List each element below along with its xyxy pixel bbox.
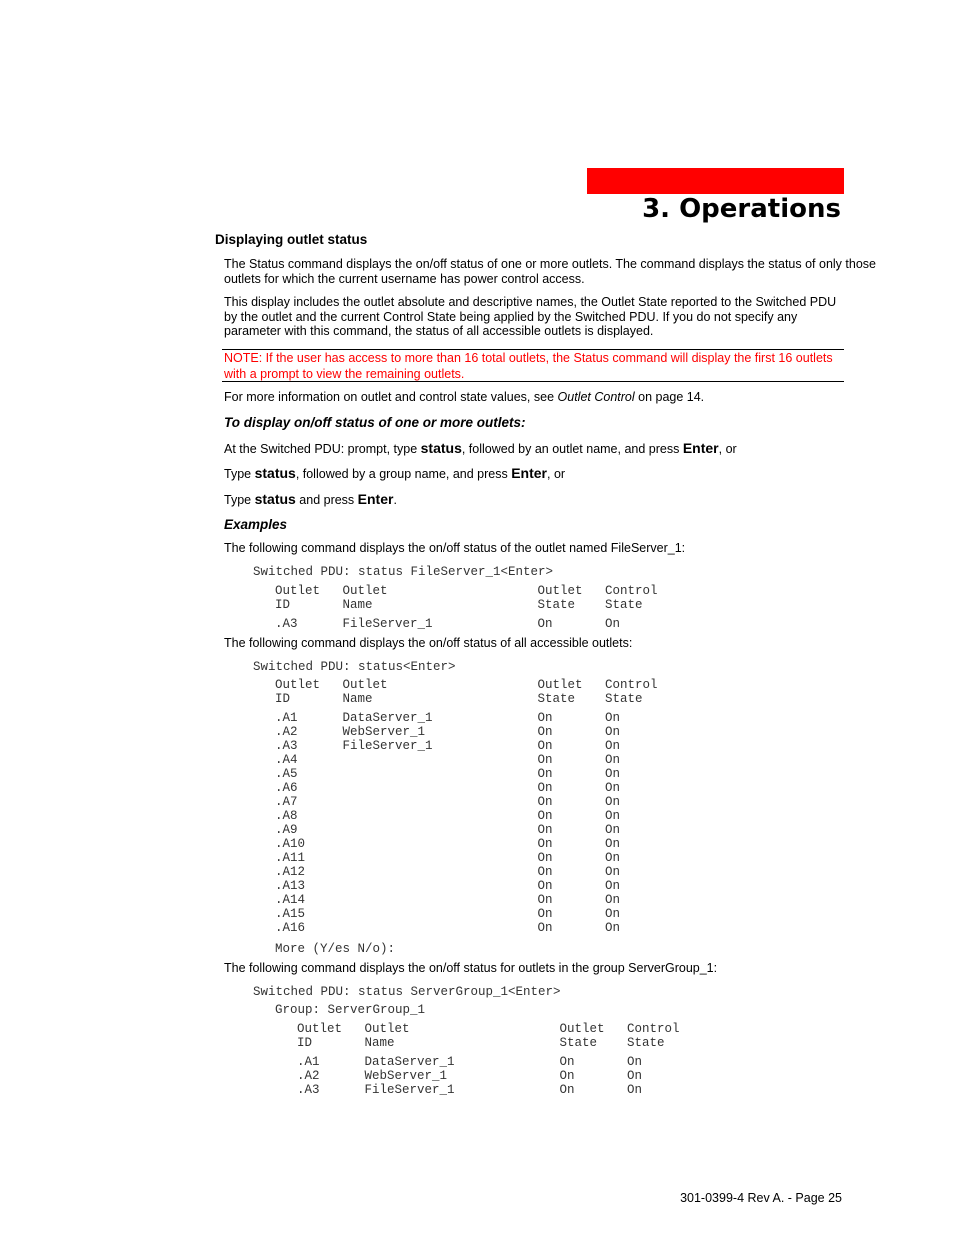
step-text: Type	[224, 493, 255, 507]
paragraph-line: outlets for which the current username has power control access.	[224, 272, 585, 286]
outlet-control-reference: Outlet Control	[557, 390, 635, 404]
console-table-header: Outlet Outlet Outlet Control ID Name State State	[275, 678, 658, 706]
example-intro: The following command displays the on/off status of the outlet named FileServer_1:	[224, 541, 686, 555]
step-text: , or	[718, 442, 737, 456]
chapter-color-bar	[587, 168, 844, 194]
command-keyword: status	[254, 491, 296, 507]
step-text: , followed by a group name, and press	[295, 467, 512, 481]
note-line: with a prompt to view the remaining outlets.	[224, 366, 465, 381]
procedure-step	[224, 466, 565, 482]
console-table-rows: .A1 DataServer_1 On On .A2 WebServer_1 On On .A3 FileServer_1 On On .A4 On On .A5 On On .A6 On On .A7 On On .A8 On On .A9 On On .A10 On On .A11 On On .A12 On On .A13 On On .A14 On On .A15 On On .A16 On On	[275, 711, 621, 935]
paragraph-line: parameter with this command, the status of all accessible outlets is displayed.	[224, 324, 654, 338]
paragraph-line: by the outlet and the current Control State being applied by the Switched PDU. If you do not specify any	[224, 310, 798, 324]
procedure-step	[224, 492, 397, 508]
step-text: .	[393, 493, 397, 507]
command-keyword: status	[254, 465, 296, 481]
page-footer: 301-0399-4 Rev A. - Page 25	[680, 1191, 842, 1205]
step-text: , followed by an outlet name, and press	[461, 442, 683, 456]
paragraph-line: The Status command displays the on/off status of one or more outlets. The command displays the status of only those	[224, 257, 876, 271]
more-info-suffix: on page 14.	[634, 390, 705, 404]
key-name: Enter	[511, 465, 548, 481]
note-line: NOTE: If the user has access to more than 16 total outlets, the Status command will display the first 16 outlets	[224, 351, 833, 365]
console-command: Switched PDU: status<Enter>	[253, 660, 456, 674]
more-info-paragraph	[224, 390, 704, 405]
key-name: Enter	[357, 491, 394, 507]
command-keyword: status	[420, 440, 462, 456]
console-command: Switched PDU: status ServerGroup_1<Enter>	[253, 985, 561, 999]
console-more-prompt: More (Y/es N/o):	[275, 942, 396, 956]
procedure-heading: To display on/off status of one or more outlets:	[224, 415, 526, 430]
console-command: Switched PDU: status FileServer_1<Enter>	[253, 565, 554, 579]
example-intro: The following command displays the on/off status for outlets in the group ServerGroup_1:	[224, 961, 718, 975]
console-table-header: Outlet Outlet Outlet Control ID Name State State	[297, 1022, 680, 1050]
step-text: , or	[547, 467, 566, 481]
console-group-label: Group: ServerGroup_1	[275, 1003, 426, 1017]
console-table-rows: .A3 FileServer_1 On On	[275, 617, 621, 631]
console-table-header: Outlet Outlet Outlet Control ID Name State State	[275, 584, 658, 612]
chapter-title: 3. Operations	[642, 194, 841, 224]
step-text: Type	[224, 467, 255, 481]
paragraph-line: This display includes the outlet absolute and descriptive names, the Outlet State reported to the Switched PDU	[224, 295, 837, 309]
example-intro: The following command displays the on/off status of all accessible outlets:	[224, 636, 633, 650]
console-table-rows: .A1 DataServer_1 On On .A2 WebServer_1 On On .A3 FileServer_1 On On	[297, 1055, 643, 1097]
step-text: At the Switched PDU: prompt, type	[224, 442, 421, 456]
examples-heading: Examples	[224, 517, 288, 532]
section-heading: Displaying outlet status	[215, 232, 368, 247]
procedure-step	[224, 441, 737, 457]
step-text: and press	[295, 493, 358, 507]
more-info-prefix: For more information on outlet and control state values, see	[224, 390, 558, 404]
key-name: Enter	[682, 440, 719, 456]
note-box	[222, 349, 844, 382]
